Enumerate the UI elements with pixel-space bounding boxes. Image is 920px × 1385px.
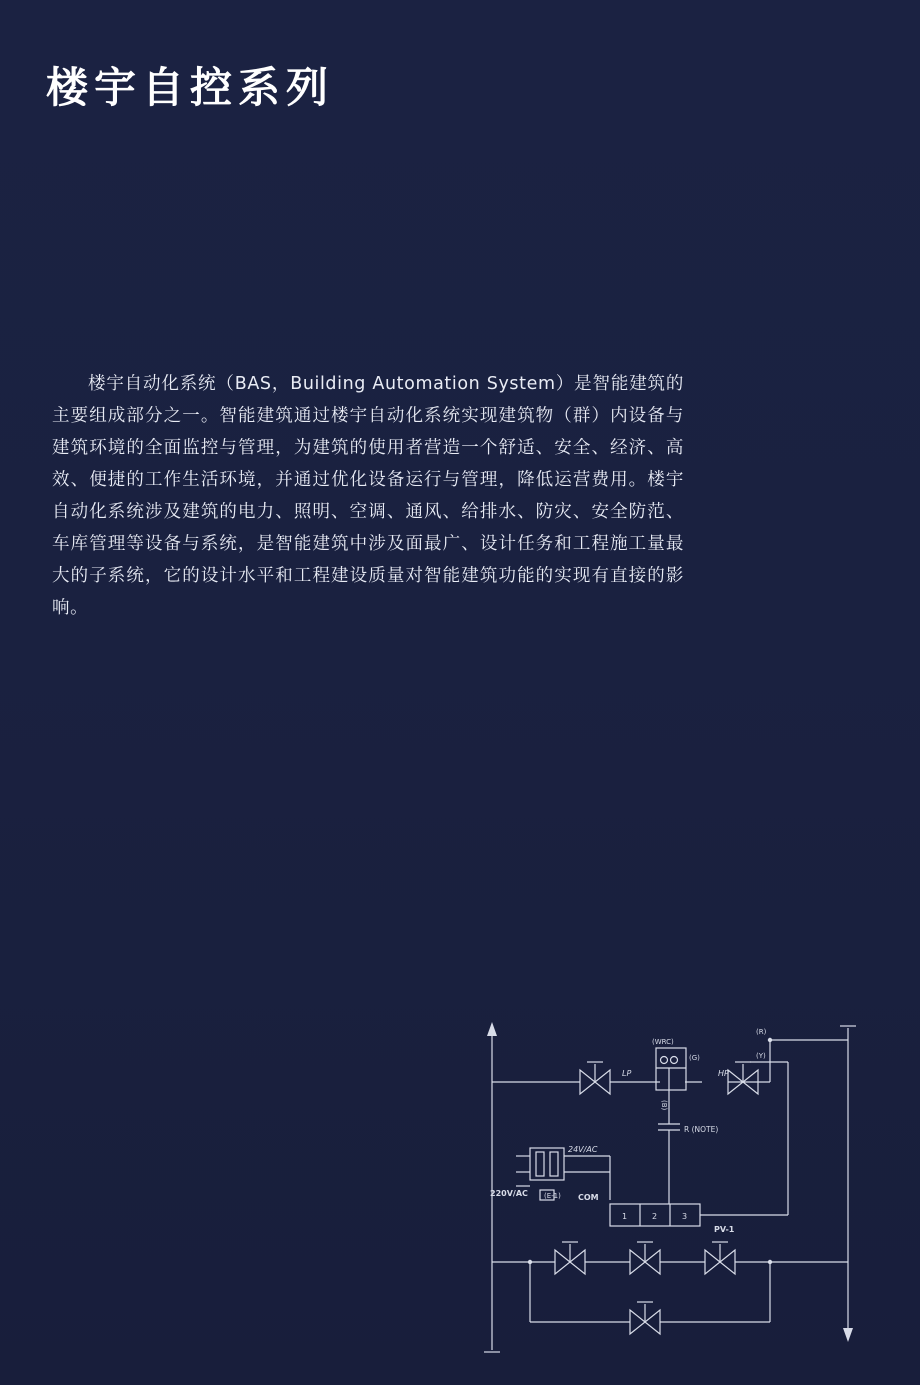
valve-bottom-left xyxy=(555,1242,585,1274)
svg-text:2: 2 xyxy=(652,1212,658,1221)
body-paragraph: 楼宇自动化系统（BAS，Building Automation System）是智能建筑的主要组成部分之一。智能建筑通过楼宇自动化系统实现建筑物（群）内设备与建筑环境的全面监控与管理，为建筑的使用者营造一个舒适、安全、经济、高效、便捷的工作生活环境，并通过优化设备运行与管理，降低运营费用。楼宇自动化系统涉及建筑的电力、照明、空调、通风、给排水、防灾、安全防范、车库管理等设备与系统，是智能建筑中涉及面最广、设计任务和工程施工量最大的子系统，它的设计水平和工程建设质量对智能建筑功能的实现有直接的影响。 xyxy=(52,374,684,618)
svg-text:(R): (R) xyxy=(756,1028,767,1036)
svg-text:1: 1 xyxy=(622,1212,628,1221)
svg-text:3: 3 xyxy=(682,1212,688,1221)
svg-text:220V/AC: 220V/AC xyxy=(490,1189,528,1198)
controller-box xyxy=(656,1048,686,1090)
hvac-valve-wiring-schematic xyxy=(470,1000,870,1360)
svg-text:LP: LP xyxy=(622,1069,632,1078)
svg-text:R (NOTE): R (NOTE) xyxy=(684,1125,719,1134)
valve-top-left xyxy=(580,1062,610,1094)
svg-text:(WRC): (WRC) xyxy=(652,1038,674,1046)
svg-text:PV-1: PV-1 xyxy=(714,1225,735,1234)
valve-bottom-center xyxy=(630,1242,660,1274)
valve-top-right xyxy=(728,1062,758,1094)
svg-text:HP: HP xyxy=(718,1069,729,1078)
terminal-strip xyxy=(610,1204,700,1226)
valve-bottom-right xyxy=(705,1242,735,1274)
svg-text:24V/AC: 24V/AC xyxy=(568,1145,598,1154)
svg-text:(E-1): (E-1) xyxy=(544,1192,561,1200)
svg-text:(B): (B) xyxy=(660,1100,668,1111)
page-title: 楼宇自控系列 xyxy=(46,63,335,112)
svg-text:(Y): (Y) xyxy=(756,1052,766,1060)
svg-text:(G): (G) xyxy=(689,1054,700,1062)
valve-bypass xyxy=(630,1302,660,1334)
svg-text:COM: COM xyxy=(578,1193,599,1202)
